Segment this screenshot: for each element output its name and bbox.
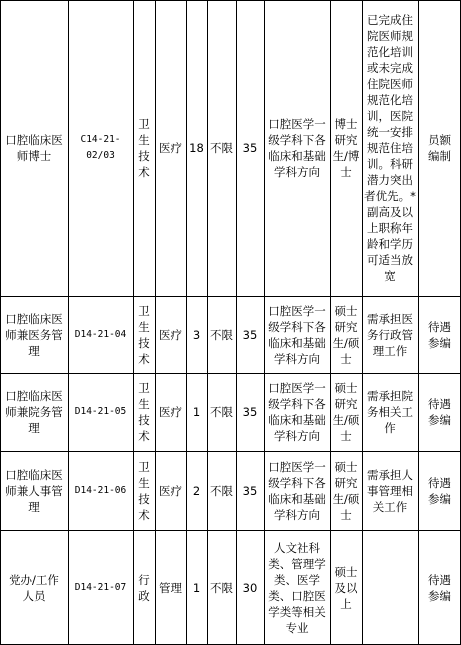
cell-degree-requirement: 硕士 研究 生/硕 士 xyxy=(332,303,360,366)
cell-position-code: D14-21-05 xyxy=(74,406,127,417)
cell-major-requirement: 口腔医学一 级学科下各 临床和基础 学科方向 xyxy=(268,381,326,443)
cell-post-category: 卫 生 技 术 xyxy=(138,303,150,366)
cell-age-limit: 35 xyxy=(242,483,258,498)
cell-position-code: D14-21-04 xyxy=(74,328,127,340)
row-divider xyxy=(0,296,461,297)
cell-post-category: 卫 生 技 术 xyxy=(138,459,150,522)
cell-major-requirement: 口腔医学一 级学科下各 临床和基础 学科方向 xyxy=(268,459,326,522)
cell-staffing-nature: 待遇 参编 xyxy=(428,475,451,506)
cell-other-requirement: 需承担院 务相关工 作 xyxy=(367,389,413,435)
cell-post-type: 医疗 xyxy=(159,405,182,419)
cell-degree-requirement: 博士 研究 生/博 士 xyxy=(332,117,360,179)
cell-major-requirement: 人文社科 类、管理学 类、医学 类、口腔医 学类等相关 专业 xyxy=(268,540,326,635)
cell-major-requirement: 口腔医学一 级学科下各 临床和基础 学科方向 xyxy=(268,117,326,179)
cell-post-type: 医疗 xyxy=(159,483,182,498)
cell-gender-limit: 不限 xyxy=(210,327,233,342)
cell-hire-count: 1 xyxy=(192,405,201,419)
cell-post-category: 卫 生 技 术 xyxy=(138,117,150,179)
column-divider xyxy=(418,0,419,645)
cell-other-requirement: 需承担医 务行政管 理工作 xyxy=(367,311,413,358)
cell-post-type: 管理 xyxy=(159,580,182,595)
cell-post-category: 卫 生 技 术 xyxy=(138,381,150,443)
cell-position-name: 党办/工作 人员 xyxy=(9,572,59,603)
cell-post-category: 行 政 xyxy=(138,572,150,603)
row-divider xyxy=(0,373,461,374)
cell-age-limit: 35 xyxy=(242,141,258,155)
cell-staffing-nature: 员额 编制 xyxy=(428,133,451,163)
column-divider xyxy=(133,0,134,645)
cell-staffing-nature: 待遇 参编 xyxy=(428,319,451,350)
row-divider xyxy=(0,530,461,531)
cell-position-name: 口腔临床医 师兼院务管 理 xyxy=(5,389,63,435)
cell-degree-requirement: 硕士 及以 上 xyxy=(334,564,358,611)
cell-staffing-nature: 待遇 参编 xyxy=(428,397,451,427)
column-divider xyxy=(186,0,187,645)
column-divider xyxy=(207,0,208,645)
column-divider xyxy=(236,0,237,645)
cell-age-limit: 30 xyxy=(242,580,258,595)
cell-age-limit: 35 xyxy=(242,405,258,419)
cell-other-requirement xyxy=(362,530,418,645)
cell-degree-requirement: 硕士 研究 生/硕 士 xyxy=(332,459,360,522)
cell-hire-count: 2 xyxy=(192,483,201,498)
cell-gender-limit: 不限 xyxy=(210,580,233,595)
cell-gender-limit: 不限 xyxy=(210,483,233,498)
cell-hire-count: 3 xyxy=(192,327,201,342)
cell-gender-limit: 不限 xyxy=(210,141,233,155)
cell-degree-requirement: 硕士 研究 生/硕 士 xyxy=(332,381,360,443)
cell-position-code: D14-21-06 xyxy=(74,484,127,496)
cell-position-name: 口腔临床医 师博士 xyxy=(5,133,63,163)
column-divider xyxy=(362,0,363,645)
column-divider xyxy=(68,0,69,645)
cell-position-name: 口腔临床医 师兼人事管理 xyxy=(5,467,63,514)
row-divider xyxy=(0,0,461,1)
cell-post-type: 医疗 xyxy=(159,327,182,342)
cell-staffing-nature: 待遇 参编 xyxy=(428,572,451,603)
column-divider xyxy=(155,0,156,645)
cell-other-requirement: 已完成住 院医师规 范化培训 或未完成 住院医师 规范化培 训，医院 统一安排 规范住培 训。科研 潜力突出 者优先。* 副高及以 上职称年 龄和学历 可适当放 宽 xyxy=(364,13,416,283)
cell-hire-count: 1 xyxy=(192,580,201,595)
column-divider xyxy=(330,0,331,645)
column-divider xyxy=(264,0,265,645)
cell-age-limit: 35 xyxy=(242,327,258,342)
cell-hire-count: 18 xyxy=(189,141,204,155)
cell-position-code: C14-21- 02/03 xyxy=(80,134,121,161)
row-divider xyxy=(0,451,461,452)
cell-post-type: 医疗 xyxy=(159,141,182,155)
cell-position-name: 口腔临床医 师兼医务管 理 xyxy=(5,311,63,358)
cell-major-requirement: 口腔医学一 级学科下各 临床和基础 学科方向 xyxy=(268,303,326,366)
cell-position-code: D14-21-07 xyxy=(74,581,127,593)
cell-other-requirement: 需承担人 事管理相 关工作 xyxy=(367,467,413,514)
column-divider xyxy=(0,0,1,645)
cell-gender-limit: 不限 xyxy=(210,405,233,419)
